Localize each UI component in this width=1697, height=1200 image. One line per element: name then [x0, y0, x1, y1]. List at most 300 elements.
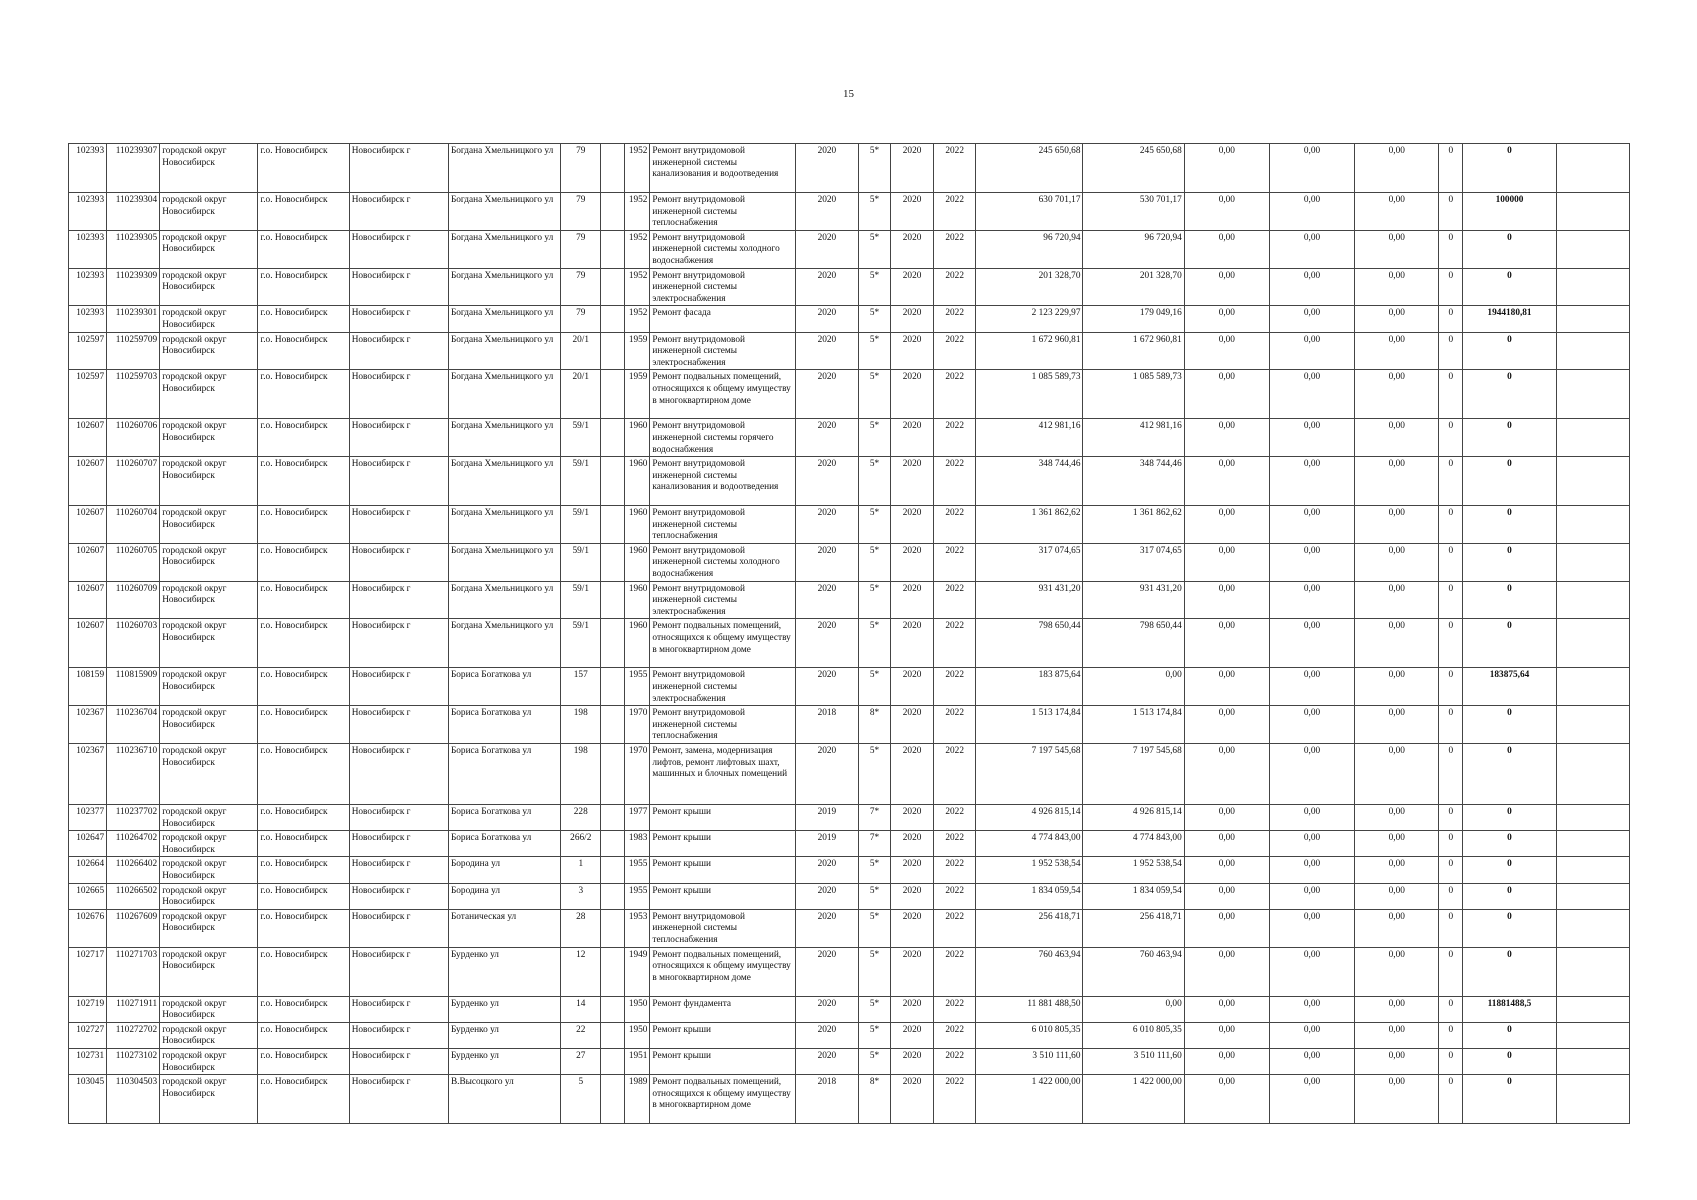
cell-locality: Новосибирск г	[349, 306, 448, 332]
cell-locality: Новосибирск г	[349, 506, 448, 544]
cell-locality: Новосибирск г	[349, 706, 448, 744]
cell-locality: Новосибирск г	[349, 370, 448, 419]
cell-work-id: 110259703	[107, 370, 160, 419]
cell-start-year: 2020	[891, 506, 934, 544]
cell-street: Богдана Хмельницкого ул	[448, 543, 560, 581]
cell-year-built: 1955	[625, 883, 650, 909]
cell-year-built: 1960	[625, 619, 650, 668]
cell-building	[601, 1075, 625, 1124]
cell-work-id: 110239305	[107, 230, 160, 268]
cell-plan-year: 2020	[795, 543, 858, 581]
cell-local-funds: 0,00	[1355, 668, 1439, 706]
cell-district: г.о. Новосибирск	[258, 805, 349, 831]
cell-local-funds: 0,00	[1355, 996, 1439, 1022]
cell-priority: 5*	[858, 193, 890, 231]
cell-work-type: Ремонт крыши	[650, 831, 795, 857]
cell-local-funds: 0,00	[1355, 1022, 1439, 1048]
cell-total-cost: 760 463,94	[976, 947, 1083, 996]
cell-owner-funds: 0	[1463, 883, 1556, 909]
cell-federal-funds: 0,00	[1184, 883, 1269, 909]
table-row	[69, 744, 1630, 805]
cell-owner-funds: 0	[1463, 457, 1556, 506]
cell-regional-funds: 0,00	[1269, 706, 1354, 744]
cell-start-year: 2020	[891, 805, 934, 831]
cell-priority: 5*	[858, 506, 890, 544]
cell-work-id: 110260705	[107, 543, 160, 581]
cell-note	[1556, 883, 1629, 909]
cell-zero-flag: 0	[1439, 370, 1463, 419]
cell-end-year: 2022	[934, 581, 976, 619]
cell-street: Богдана Хмельницкого ул	[448, 619, 560, 668]
cell-local-funds: 0,00	[1355, 144, 1439, 193]
cell-plan-year: 2020	[795, 506, 858, 544]
cell-street: Бориса Богаткова ул	[448, 706, 560, 744]
cell-note	[1556, 370, 1629, 419]
cell-note	[1556, 947, 1629, 996]
cell-note	[1556, 1048, 1629, 1074]
cell-zero-flag: 0	[1439, 581, 1463, 619]
cell-end-year: 2022	[934, 909, 976, 947]
cell-fund-cost: 1 422 000,00	[1083, 1075, 1184, 1124]
cell-district: г.о. Новосибирск	[258, 947, 349, 996]
cell-building	[601, 306, 625, 332]
cell-street: Ботаническая ул	[448, 909, 560, 947]
cell-municipality: городской округ Новосибирск	[160, 268, 258, 306]
cell-house-id: 102393	[69, 230, 107, 268]
cell-house-id: 102717	[69, 947, 107, 996]
cell-fund-cost: 256 418,71	[1083, 909, 1184, 947]
cell-plan-year: 2020	[795, 144, 858, 193]
cell-house-number: 228	[561, 805, 601, 831]
cell-work-id: 110260709	[107, 581, 160, 619]
cell-local-funds: 0,00	[1355, 230, 1439, 268]
cell-federal-funds: 0,00	[1184, 1022, 1269, 1048]
cell-locality: Новосибирск г	[349, 619, 448, 668]
cell-note	[1556, 457, 1629, 506]
cell-fund-cost: 6 010 805,35	[1083, 1022, 1184, 1048]
cell-house-number: 79	[561, 193, 601, 231]
cell-plan-year: 2018	[795, 706, 858, 744]
cell-start-year: 2020	[891, 230, 934, 268]
cell-end-year: 2022	[934, 370, 976, 419]
cell-street: Богдана Хмельницкого ул	[448, 457, 560, 506]
cell-total-cost: 630 701,17	[976, 193, 1083, 231]
cell-note	[1556, 193, 1629, 231]
cell-priority: 5*	[858, 909, 890, 947]
cell-zero-flag: 0	[1439, 831, 1463, 857]
cell-year-built: 1955	[625, 857, 650, 883]
cell-regional-funds: 0,00	[1269, 193, 1354, 231]
cell-owner-funds: 0	[1463, 1022, 1556, 1048]
cell-zero-flag: 0	[1439, 947, 1463, 996]
table-row	[69, 543, 1630, 581]
cell-federal-funds: 0,00	[1184, 268, 1269, 306]
cell-municipality: городской округ Новосибирск	[160, 831, 258, 857]
cell-total-cost: 1 085 589,73	[976, 370, 1083, 419]
cell-work-type: Ремонт крыши	[650, 805, 795, 831]
cell-street: Богдана Хмельницкого ул	[448, 144, 560, 193]
cell-work-id: 110239309	[107, 268, 160, 306]
cell-start-year: 2020	[891, 306, 934, 332]
cell-locality: Новосибирск г	[349, 909, 448, 947]
cell-building	[601, 805, 625, 831]
cell-fund-cost: 4 926 815,14	[1083, 805, 1184, 831]
cell-regional-funds: 0,00	[1269, 996, 1354, 1022]
cell-federal-funds: 0,00	[1184, 370, 1269, 419]
cell-owner-funds: 0	[1463, 744, 1556, 805]
cell-priority: 5*	[858, 457, 890, 506]
cell-street: Бурденко ул	[448, 996, 560, 1022]
cell-plan-year: 2020	[795, 370, 858, 419]
cell-locality: Новосибирск г	[349, 230, 448, 268]
cell-plan-year: 2019	[795, 831, 858, 857]
cell-fund-cost: 530 701,17	[1083, 193, 1184, 231]
cell-zero-flag: 0	[1439, 744, 1463, 805]
cell-owner-funds: 100000	[1463, 193, 1556, 231]
cell-fund-cost: 1 085 589,73	[1083, 370, 1184, 419]
cell-priority: 5*	[858, 144, 890, 193]
table-row	[69, 1048, 1630, 1074]
cell-start-year: 2020	[891, 1048, 934, 1074]
cell-fund-cost: 3 510 111,60	[1083, 1048, 1184, 1074]
cell-fund-cost: 348 744,46	[1083, 457, 1184, 506]
cell-total-cost: 931 431,20	[976, 581, 1083, 619]
cell-total-cost: 4 774 843,00	[976, 831, 1083, 857]
cell-zero-flag: 0	[1439, 268, 1463, 306]
cell-end-year: 2022	[934, 947, 976, 996]
cell-house-number: 79	[561, 306, 601, 332]
cell-district: г.о. Новосибирск	[258, 857, 349, 883]
cell-district: г.о. Новосибирск	[258, 268, 349, 306]
cell-total-cost: 201 328,70	[976, 268, 1083, 306]
cell-work-type: Ремонт фундамента	[650, 996, 795, 1022]
table-row	[69, 306, 1630, 332]
cell-note	[1556, 831, 1629, 857]
cell-total-cost: 1 513 174,84	[976, 706, 1083, 744]
cell-zero-flag: 0	[1439, 619, 1463, 668]
cell-start-year: 2020	[891, 144, 934, 193]
cell-federal-funds: 0,00	[1184, 457, 1269, 506]
cell-local-funds: 0,00	[1355, 332, 1439, 370]
cell-end-year: 2022	[934, 1022, 976, 1048]
cell-regional-funds: 0,00	[1269, 857, 1354, 883]
cell-house-number: 1	[561, 857, 601, 883]
cell-priority: 5*	[858, 883, 890, 909]
cell-regional-funds: 0,00	[1269, 1075, 1354, 1124]
cell-work-id: 110304503	[107, 1075, 160, 1124]
cell-work-id: 110239301	[107, 306, 160, 332]
cell-owner-funds: 0	[1463, 332, 1556, 370]
cell-house-number: 14	[561, 996, 601, 1022]
cell-local-funds: 0,00	[1355, 619, 1439, 668]
cell-year-built: 1955	[625, 668, 650, 706]
cell-owner-funds: 0	[1463, 619, 1556, 668]
cell-zero-flag: 0	[1439, 457, 1463, 506]
cell-note	[1556, 744, 1629, 805]
cell-building	[601, 909, 625, 947]
cell-locality: Новосибирск г	[349, 1022, 448, 1048]
cell-house-id: 102719	[69, 996, 107, 1022]
cell-year-built: 1952	[625, 193, 650, 231]
cell-year-built: 1983	[625, 831, 650, 857]
cell-locality: Новосибирск г	[349, 144, 448, 193]
cell-local-funds: 0,00	[1355, 805, 1439, 831]
cell-locality: Новосибирск г	[349, 857, 448, 883]
cell-note	[1556, 332, 1629, 370]
cell-local-funds: 0,00	[1355, 370, 1439, 419]
cell-owner-funds: 0	[1463, 543, 1556, 581]
cell-house-number: 27	[561, 1048, 601, 1074]
cell-federal-funds: 0,00	[1184, 947, 1269, 996]
cell-work-id: 110272702	[107, 1022, 160, 1048]
cell-work-id: 110271911	[107, 996, 160, 1022]
cell-work-type: Ремонт подвальных помещений, относящихся к общему имуществу в многоквартирном доме	[650, 947, 795, 996]
cell-owner-funds: 0	[1463, 1048, 1556, 1074]
cell-zero-flag: 0	[1439, 805, 1463, 831]
cell-work-id: 110260706	[107, 419, 160, 457]
cell-owner-funds: 0	[1463, 370, 1556, 419]
cell-fund-cost: 1 361 862,62	[1083, 506, 1184, 544]
cell-locality: Новосибирск г	[349, 1048, 448, 1074]
cell-locality: Новосибирск г	[349, 947, 448, 996]
cell-federal-funds: 0,00	[1184, 193, 1269, 231]
cell-regional-funds: 0,00	[1269, 419, 1354, 457]
cell-regional-funds: 0,00	[1269, 543, 1354, 581]
cell-owner-funds: 0	[1463, 909, 1556, 947]
cell-district: г.о. Новосибирск	[258, 193, 349, 231]
cell-note	[1556, 619, 1629, 668]
cell-end-year: 2022	[934, 543, 976, 581]
cell-owner-funds: 11881488,5	[1463, 996, 1556, 1022]
cell-priority: 5*	[858, 230, 890, 268]
cell-street: Бурденко ул	[448, 1048, 560, 1074]
cell-start-year: 2020	[891, 947, 934, 996]
cell-start-year: 2020	[891, 857, 934, 883]
cell-street: Богдана Хмельницкого ул	[448, 581, 560, 619]
cell-work-id: 110239307	[107, 144, 160, 193]
cell-start-year: 2020	[891, 268, 934, 306]
cell-owner-funds: 0	[1463, 581, 1556, 619]
cell-local-funds: 0,00	[1355, 883, 1439, 909]
cell-municipality: городской округ Новосибирск	[160, 1022, 258, 1048]
cell-note	[1556, 1075, 1629, 1124]
cell-building	[601, 996, 625, 1022]
cell-zero-flag: 0	[1439, 306, 1463, 332]
cell-district: г.о. Новосибирск	[258, 230, 349, 268]
cell-end-year: 2022	[934, 831, 976, 857]
cell-house-number: 59/1	[561, 506, 601, 544]
cell-work-type: Ремонт внутридомовой инженерной системы канализования и водоотведения	[650, 144, 795, 193]
cell-plan-year: 2019	[795, 805, 858, 831]
cell-street: Бурденко ул	[448, 947, 560, 996]
cell-plan-year: 2020	[795, 947, 858, 996]
table-row	[69, 1075, 1630, 1124]
cell-owner-funds: 0	[1463, 706, 1556, 744]
cell-federal-funds: 0,00	[1184, 668, 1269, 706]
cell-municipality: городской округ Новосибирск	[160, 1048, 258, 1074]
cell-owner-funds: 0	[1463, 805, 1556, 831]
cell-total-cost: 256 418,71	[976, 909, 1083, 947]
cell-house-id: 102393	[69, 193, 107, 231]
cell-regional-funds: 0,00	[1269, 909, 1354, 947]
cell-end-year: 2022	[934, 744, 976, 805]
cell-year-built: 1970	[625, 706, 650, 744]
cell-street: Бородина ул	[448, 883, 560, 909]
cell-federal-funds: 0,00	[1184, 619, 1269, 668]
cell-start-year: 2020	[891, 883, 934, 909]
cell-start-year: 2020	[891, 831, 934, 857]
cell-locality: Новосибирск г	[349, 268, 448, 306]
cell-regional-funds: 0,00	[1269, 144, 1354, 193]
cell-federal-funds: 0,00	[1184, 805, 1269, 831]
cell-house-number: 3	[561, 883, 601, 909]
table-row	[69, 457, 1630, 506]
cell-year-built: 1953	[625, 909, 650, 947]
cell-house-number: 198	[561, 706, 601, 744]
cell-end-year: 2022	[934, 706, 976, 744]
cell-plan-year: 2020	[795, 306, 858, 332]
cell-work-id: 110236710	[107, 744, 160, 805]
cell-house-id: 102607	[69, 543, 107, 581]
cell-house-id: 102664	[69, 857, 107, 883]
cell-zero-flag: 0	[1439, 1048, 1463, 1074]
cell-regional-funds: 0,00	[1269, 831, 1354, 857]
cell-year-built: 1950	[625, 1022, 650, 1048]
cell-total-cost: 317 074,65	[976, 543, 1083, 581]
table-row	[69, 370, 1630, 419]
cell-district: г.о. Новосибирск	[258, 1075, 349, 1124]
cell-owner-funds: 183875,64	[1463, 668, 1556, 706]
cell-work-type: Ремонт внутридомовой инженерной системы электроснабжения	[650, 268, 795, 306]
cell-regional-funds: 0,00	[1269, 619, 1354, 668]
cell-building	[601, 619, 625, 668]
cell-priority: 5*	[858, 619, 890, 668]
cell-end-year: 2022	[934, 883, 976, 909]
cell-work-type: Ремонт внутридомовой инженерной системы канализования и водоотведения	[650, 457, 795, 506]
cell-district: г.о. Новосибирск	[258, 883, 349, 909]
cell-house-id: 102393	[69, 144, 107, 193]
cell-plan-year: 2020	[795, 332, 858, 370]
cell-plan-year: 2020	[795, 909, 858, 947]
cell-municipality: городской округ Новосибирск	[160, 744, 258, 805]
cell-total-cost: 2 123 229,97	[976, 306, 1083, 332]
cell-building	[601, 947, 625, 996]
cell-municipality: городской округ Новосибирск	[160, 909, 258, 947]
cell-year-built: 1970	[625, 744, 650, 805]
cell-zero-flag: 0	[1439, 706, 1463, 744]
cell-start-year: 2020	[891, 668, 934, 706]
cell-house-id: 102607	[69, 581, 107, 619]
cell-federal-funds: 0,00	[1184, 706, 1269, 744]
cell-street: Богдана Хмельницкого ул	[448, 230, 560, 268]
table-row	[69, 332, 1630, 370]
cell-house-number: 59/1	[561, 543, 601, 581]
cell-locality: Новосибирск г	[349, 1075, 448, 1124]
cell-owner-funds: 0	[1463, 144, 1556, 193]
cell-work-id: 110260707	[107, 457, 160, 506]
cell-street: Бориса Богаткова ул	[448, 744, 560, 805]
cell-locality: Новосибирск г	[349, 581, 448, 619]
cell-municipality: городской округ Новосибирск	[160, 543, 258, 581]
cell-fund-cost: 96 720,94	[1083, 230, 1184, 268]
cell-municipality: городской округ Новосибирск	[160, 996, 258, 1022]
cell-federal-funds: 0,00	[1184, 581, 1269, 619]
cell-locality: Новосибирск г	[349, 193, 448, 231]
cell-total-cost: 798 650,44	[976, 619, 1083, 668]
cell-municipality: городской округ Новосибирск	[160, 419, 258, 457]
cell-work-id: 110815909	[107, 668, 160, 706]
cell-locality: Новосибирск г	[349, 668, 448, 706]
cell-federal-funds: 0,00	[1184, 306, 1269, 332]
cell-district: г.о. Новосибирск	[258, 1048, 349, 1074]
cell-house-number: 59/1	[561, 457, 601, 506]
cell-end-year: 2022	[934, 332, 976, 370]
cell-plan-year: 2020	[795, 857, 858, 883]
cell-work-type: Ремонт, замена, модернизация лифтов, ремонт лифтовых шахт, машинных и блочных помещений	[650, 744, 795, 805]
cell-street: В.Высоцкого ул	[448, 1075, 560, 1124]
cell-street: Богдана Хмельницкого ул	[448, 506, 560, 544]
cell-priority: 5*	[858, 744, 890, 805]
cell-federal-funds: 0,00	[1184, 909, 1269, 947]
cell-house-id: 102607	[69, 457, 107, 506]
cell-district: г.о. Новосибирск	[258, 370, 349, 419]
cell-note	[1556, 306, 1629, 332]
cell-locality: Новосибирск г	[349, 996, 448, 1022]
cell-zero-flag: 0	[1439, 1075, 1463, 1124]
cell-house-id: 102647	[69, 831, 107, 857]
cell-house-number: 79	[561, 230, 601, 268]
cell-priority: 5*	[858, 857, 890, 883]
cell-house-id: 102597	[69, 332, 107, 370]
cell-total-cost: 1 834 059,54	[976, 883, 1083, 909]
cell-municipality: городской округ Новосибирск	[160, 619, 258, 668]
cell-start-year: 2020	[891, 619, 934, 668]
cell-house-id: 102367	[69, 706, 107, 744]
cell-regional-funds: 0,00	[1269, 332, 1354, 370]
cell-house-id: 102393	[69, 268, 107, 306]
cell-start-year: 2020	[891, 581, 934, 619]
cell-district: г.о. Новосибирск	[258, 144, 349, 193]
cell-work-type: Ремонт внутридомовой инженерной системы электроснабжения	[650, 332, 795, 370]
cell-work-type: Ремонт внутридомовой инженерной системы теплоснабжения	[650, 909, 795, 947]
cell-zero-flag: 0	[1439, 883, 1463, 909]
table-row	[69, 668, 1630, 706]
cell-fund-cost: 760 463,94	[1083, 947, 1184, 996]
cell-district: г.о. Новосибирск	[258, 706, 349, 744]
cell-end-year: 2022	[934, 619, 976, 668]
table-row	[69, 619, 1630, 668]
cell-regional-funds: 0,00	[1269, 1048, 1354, 1074]
cell-end-year: 2022	[934, 996, 976, 1022]
cell-building	[601, 744, 625, 805]
cell-total-cost: 3 510 111,60	[976, 1048, 1083, 1074]
cell-note	[1556, 668, 1629, 706]
cell-priority: 5*	[858, 996, 890, 1022]
cell-building	[601, 857, 625, 883]
cell-house-id: 103045	[69, 1075, 107, 1124]
cell-plan-year: 2020	[795, 744, 858, 805]
cell-priority: 5*	[858, 947, 890, 996]
cell-work-id: 110266502	[107, 883, 160, 909]
cell-house-number: 59/1	[561, 619, 601, 668]
cell-work-id: 110267609	[107, 909, 160, 947]
cell-work-type: Ремонт внутридомовой инженерной системы теплоснабжения	[650, 706, 795, 744]
cell-work-type: Ремонт внутридомовой инженерной системы электроснабжения	[650, 581, 795, 619]
cell-municipality: городской округ Новосибирск	[160, 947, 258, 996]
cell-priority: 5*	[858, 581, 890, 619]
cell-year-built: 1952	[625, 306, 650, 332]
cell-work-type: Ремонт подвальных помещений, относящихся к общему имуществу в многоквартирном доме	[650, 619, 795, 668]
